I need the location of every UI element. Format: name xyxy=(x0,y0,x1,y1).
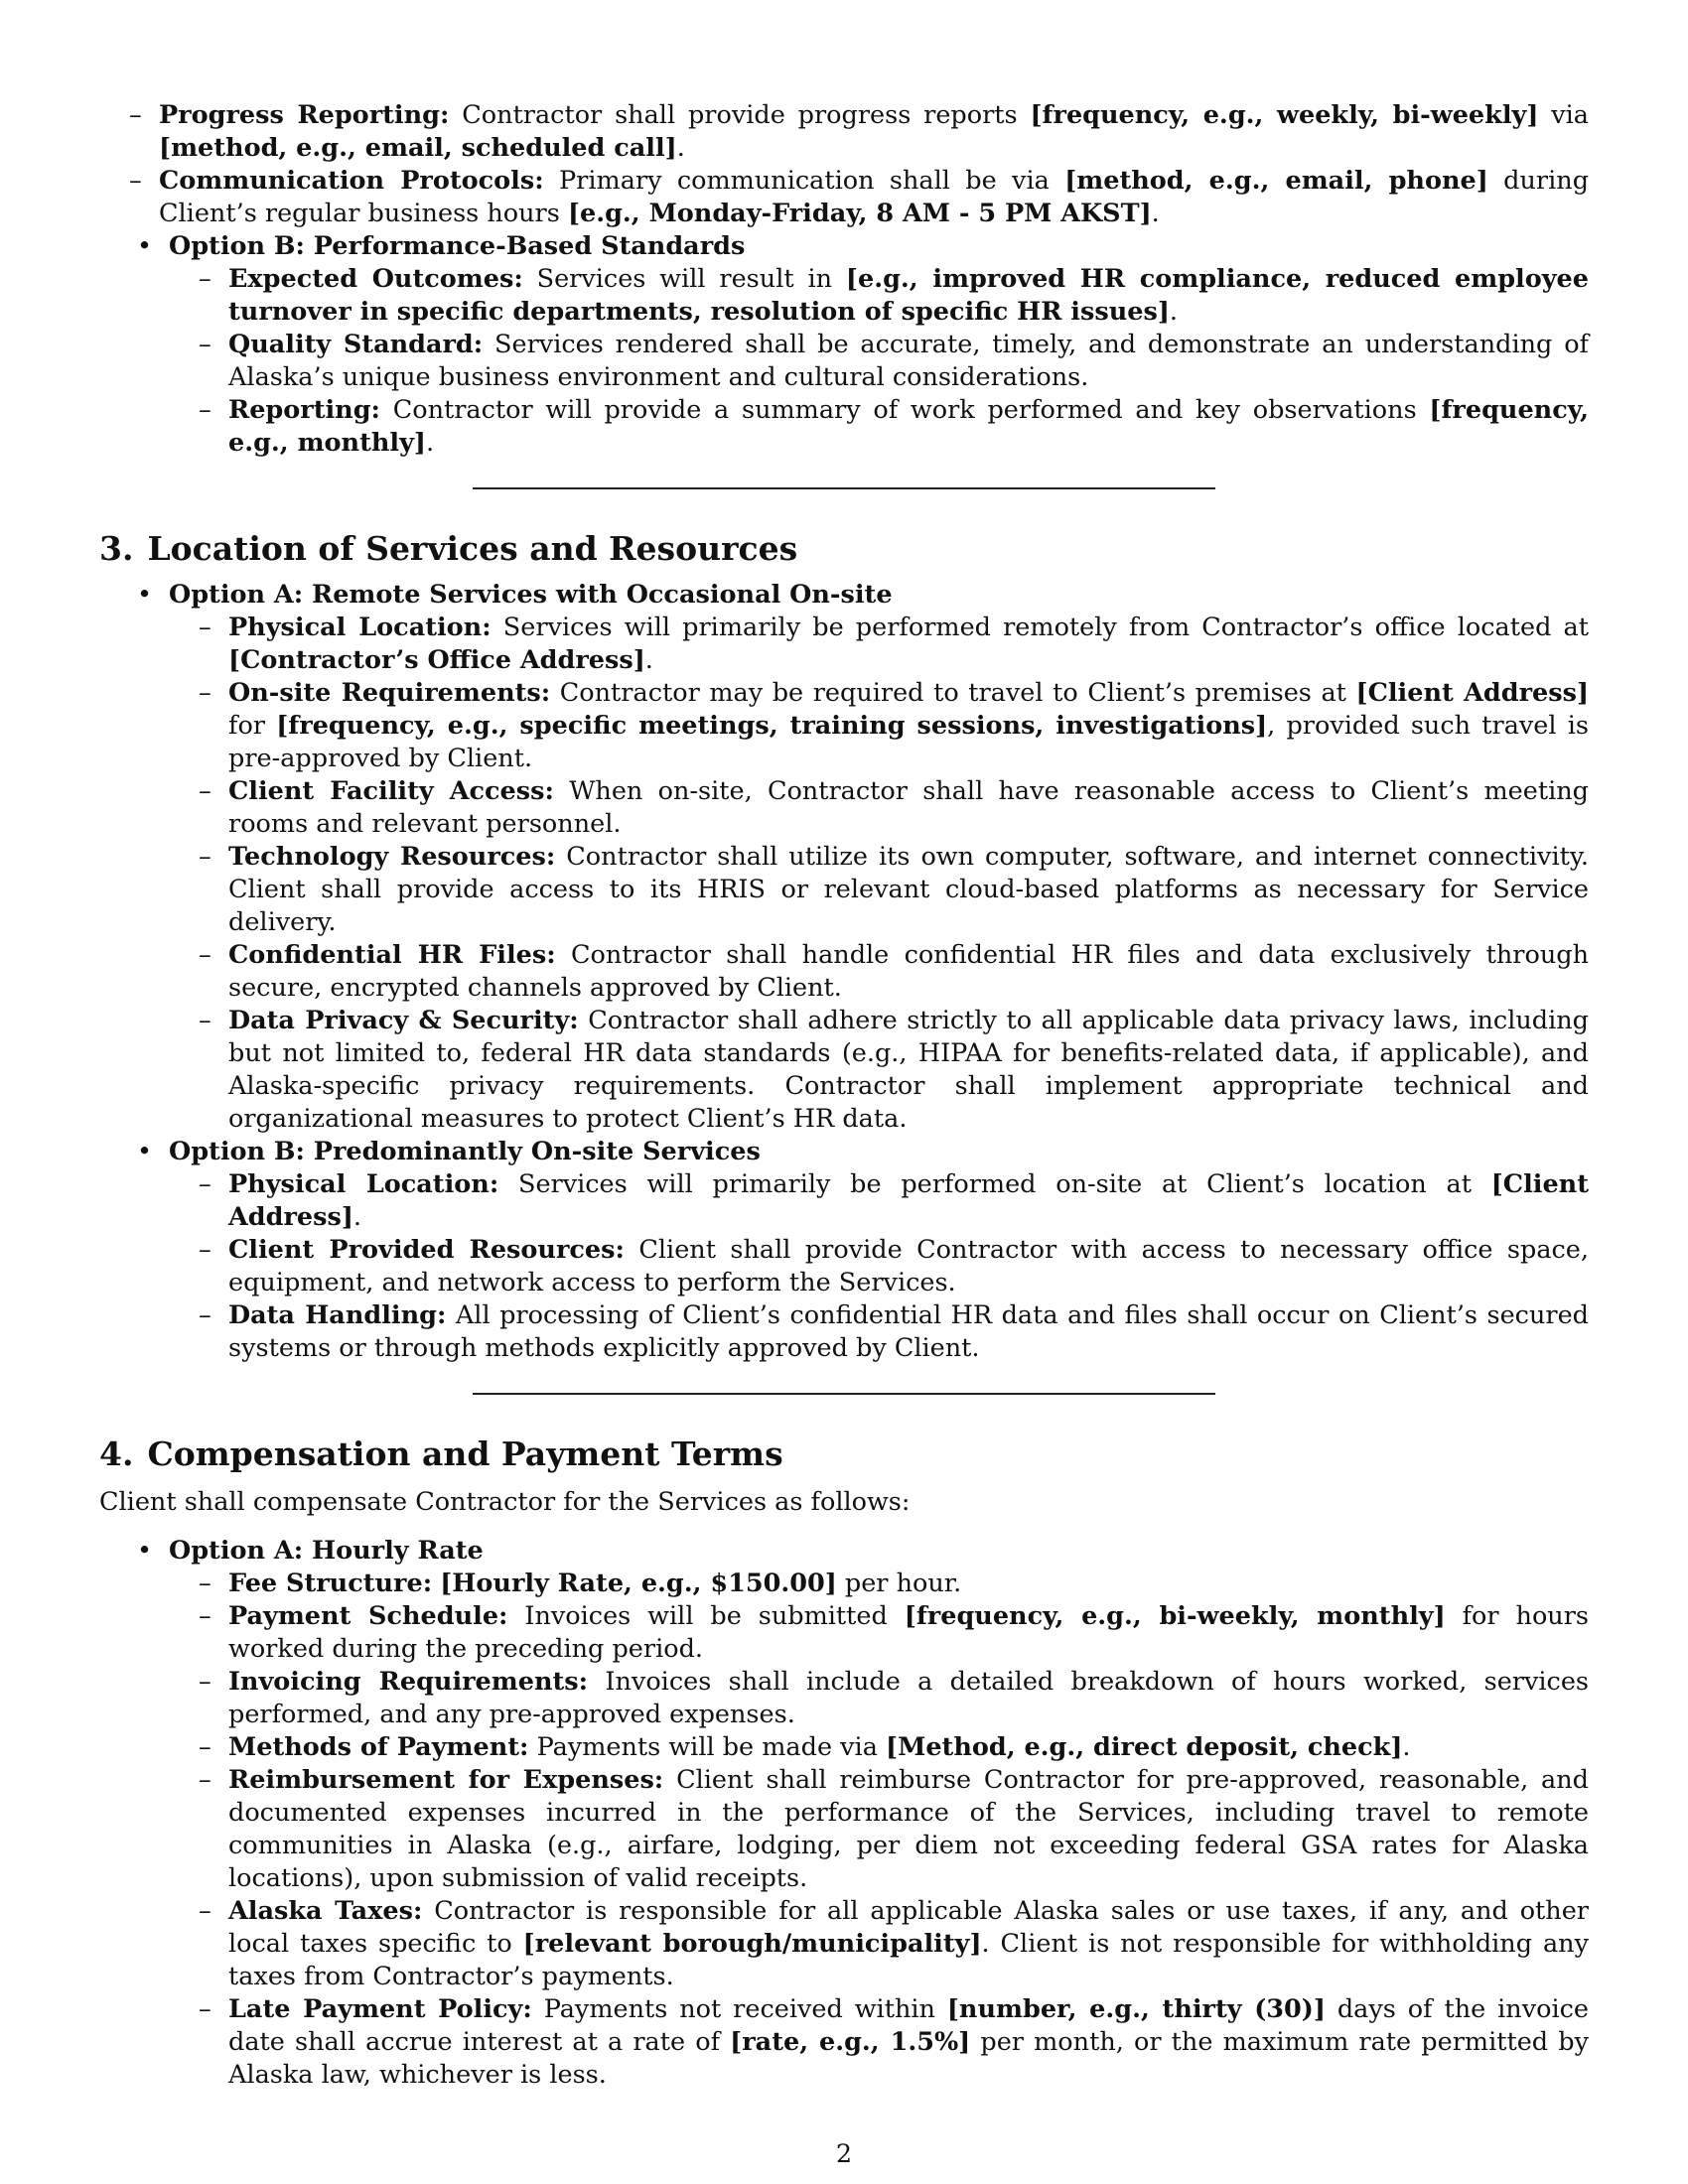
item-text: days of the invoice date shall accrue interest at a rate of xyxy=(228,1994,1589,2057)
item-label: Data Privacy & Security: xyxy=(228,1006,579,1035)
placeholder-field: [method, e.g., email, scheduled call] xyxy=(159,133,677,163)
item-text: Payments not received within xyxy=(543,1994,947,2024)
item-label: Confidential HR Files: xyxy=(228,940,556,970)
placeholder-field: [frequency, e.g., specific meetings, training sessions, investigations] xyxy=(276,711,1268,741)
item-text: . xyxy=(644,645,653,675)
item-label: Reimbursement for Expenses: xyxy=(228,1765,664,1795)
item-text: Contractor is responsible for all applicable Alaska sales or use taxes, if any, and other local taxes specific to xyxy=(228,1896,1589,1959)
item-label: Communication Protocols: xyxy=(159,166,544,196)
item-label: Methods of Payment: xyxy=(228,1732,529,1762)
item-label: Physical Location: xyxy=(228,613,492,642)
list-item xyxy=(169,612,1589,677)
item-text: Services will result in xyxy=(536,264,846,294)
item-text: Invoices shall include a detailed breakdown of hours worked, services performed, and any pre-approved expenses. xyxy=(228,1667,1590,1729)
item-text: All processing of Client’s confidential HR data and files shall occur on Client’s secured systems or through methods explicitly approved by Client. xyxy=(228,1300,1589,1363)
placeholder-field: [method, e.g., email, phone] xyxy=(1064,166,1488,196)
item-text: Contractor shall provide progress reports xyxy=(462,100,1031,130)
item-text: Contractor shall handle confidential HR files and data exclusively through secure, encrypted channels approved by Client. xyxy=(228,940,1589,1003)
list-item xyxy=(169,1600,1589,1666)
option-title: Option B: Predominantly On-site Services xyxy=(169,1137,761,1166)
list-item xyxy=(169,329,1589,394)
item-text: via xyxy=(1538,100,1590,130)
item-text: Contractor shall utilize its own computer, software, and internet connectivity. Client shall provide access to its HRIS or relevant cloud-based platforms as necessary for Service delivery. xyxy=(228,842,1589,937)
item-text: for hours worked during the preceding period. xyxy=(228,1601,1589,1664)
list-item xyxy=(169,1764,1589,1895)
option-item xyxy=(99,1535,1589,2092)
item-label: Data Handling: xyxy=(228,1300,447,1330)
page-number: 2 xyxy=(835,2139,853,2169)
item-label: Expected Outcomes: xyxy=(228,264,523,294)
item-text: Contractor shall adhere strictly to all applicable data privacy laws, including but not limited to, federal HR data standards (e.g., HIPAA for benefits-related data, if applicable), and Alaska-specific privacy requirements. Contractor shall implement appropriate technical and organizational measures to protect Client’s HR data. xyxy=(228,1006,1590,1134)
item-text: during Client’s regular business hours xyxy=(159,166,1590,228)
list-item xyxy=(169,939,1589,1005)
item-text: . xyxy=(1151,199,1160,228)
placeholder-field: [Method, e.g., direct deposit, check] xyxy=(886,1732,1403,1762)
list-item xyxy=(99,165,1589,230)
list-item xyxy=(169,677,1589,775)
placeholder-field: [Client Address] xyxy=(1355,678,1590,708)
list-item xyxy=(169,1666,1589,1731)
item-text: . xyxy=(352,1202,361,1232)
item-text: Primary communication shall be via xyxy=(559,166,1065,196)
list-item xyxy=(169,841,1589,939)
placeholder-field: [frequency, e.g., weekly, bi-weekly] xyxy=(1030,100,1539,130)
list-item xyxy=(169,1568,1589,1600)
item-label: On-site Requirements: xyxy=(228,678,551,708)
option-items xyxy=(169,1168,1589,1365)
item-label: Client Facility Access: xyxy=(228,776,554,806)
list-item xyxy=(169,1234,1589,1299)
option-items xyxy=(169,1568,1589,2092)
option-items xyxy=(169,612,1589,1136)
option-title: Option A: Remote Services with Occasional On-site xyxy=(169,580,893,610)
item-text: for xyxy=(228,711,277,741)
list-item xyxy=(169,1895,1589,1993)
item-label: Technology Resources: xyxy=(228,842,556,872)
item-text: Payments will be made via xyxy=(536,1732,887,1762)
item-label: Alaska Taxes: xyxy=(228,1896,423,1926)
list-item xyxy=(169,1005,1589,1136)
item-label: Invoicing Requirements: xyxy=(228,1667,589,1697)
option-title: Option B: Performance-Based Standards xyxy=(169,231,746,261)
placeholder-field: [Contractor’s Office Address] xyxy=(228,645,645,675)
placeholder-field: [Hourly Rate, e.g., $150.00] xyxy=(440,1569,837,1598)
item-text: Services rendered shall be accurate, timely, and demonstrate an understanding of Alaska’s unique business environment and cultural considerations. xyxy=(228,330,1589,392)
section3-options xyxy=(99,579,1589,1365)
item-label: Physical Location: xyxy=(228,1169,499,1199)
section2-option-b-items xyxy=(169,263,1589,460)
item-text: . xyxy=(1169,297,1179,327)
placeholder-field: [frequency, e.g., bi-weekly, monthly] xyxy=(904,1601,1446,1631)
option-item xyxy=(99,1136,1589,1365)
section-3-heading: 3. Location of Services and Resources xyxy=(99,529,798,568)
list-item xyxy=(169,263,1589,329)
placeholder-field: [Client Address] xyxy=(228,1169,1589,1232)
placeholder-field: [relevant borough/municipality] xyxy=(522,1929,982,1959)
list-item xyxy=(169,1993,1589,2092)
section-4-intro: Client shall compensate Contractor for the Services as follows: xyxy=(99,1487,911,1517)
list-item xyxy=(169,775,1589,841)
placeholder-field: [number, e.g., thirty (30)] xyxy=(946,1994,1326,2024)
item-text: Services will primarily be performed on-site at Client’s location at xyxy=(517,1169,1491,1199)
item-text: Services will primarily be performed remotely from Contractor’s office located at xyxy=(502,613,1589,642)
section2-option-a-items xyxy=(99,99,1589,230)
item-text: . xyxy=(676,133,685,163)
item-label: Reporting: xyxy=(228,395,380,425)
item-text: Invoices will be submitted xyxy=(524,1601,905,1631)
item-label: Late Payment Policy: xyxy=(228,1994,532,2024)
section4-options xyxy=(99,1535,1589,2092)
item-text: When on-site, Contractor shall have reasonable access to Client’s meeting rooms and relevant personnel. xyxy=(228,776,1590,839)
item-text: Client shall provide Contractor with access to necessary office space, equipment, and network access to perform the Services. xyxy=(228,1235,1590,1297)
item-text: , provided such travel is pre-approved by Client. xyxy=(228,711,1589,773)
item-text: Contractor may be required to travel to Client’s premises at xyxy=(559,678,1356,708)
section2-option-b xyxy=(99,230,1589,460)
item-label: Payment Schedule: xyxy=(228,1601,508,1631)
placeholder-field: [rate, e.g., 1.5%] xyxy=(730,2027,971,2057)
option-title: Option A: Hourly Rate xyxy=(169,1536,484,1566)
placeholder-field: [frequency, e.g., monthly] xyxy=(228,395,1589,458)
section-4-heading: 4. Compensation and Payment Terms xyxy=(99,1434,783,1473)
item-label: Quality Standard: xyxy=(228,330,484,359)
item-text: . xyxy=(425,428,435,458)
item-text: per month, or the maximum rate permitted by Alaska law, whichever is less. xyxy=(228,2027,1589,2090)
document-page xyxy=(99,99,1589,2092)
item-text: . Client is not responsible for withholding any taxes from Contractor’s payments. xyxy=(228,1929,1590,1991)
list-item xyxy=(169,1168,1589,1234)
placeholder-field: [e.g., improved HR compliance, reduced employee turnover in specific departments, resolution of specific HR issues] xyxy=(228,264,1589,327)
item-label: Client Provided Resources: xyxy=(228,1235,625,1265)
list-item xyxy=(169,1299,1589,1365)
item-text: . xyxy=(1402,1732,1411,1762)
item-label: Fee Structure: xyxy=(228,1569,433,1598)
section2-options xyxy=(99,230,1589,460)
item-text: Contractor will provide a summary of work performed and key observations xyxy=(392,395,1430,425)
item-label: Progress Reporting: xyxy=(159,100,450,130)
item-text: Client shall reimburse Contractor for pre-approved, reasonable, and documented expenses incurred in the performance of the Services, including travel to remote communities in Alaska (e.g., airfare, lodging, per diem not exceeding federal GSA rates for Alaska locations), upon submission of valid receipts. xyxy=(228,1765,1589,1893)
option-item xyxy=(99,579,1589,1136)
list-item xyxy=(169,394,1589,460)
item-text: per hour. xyxy=(836,1569,962,1598)
list-item xyxy=(169,1731,1589,1764)
list-item xyxy=(99,99,1589,165)
placeholder-field: [e.g., Monday-Friday, 8 AM - 5 PM AKST] xyxy=(567,199,1152,228)
